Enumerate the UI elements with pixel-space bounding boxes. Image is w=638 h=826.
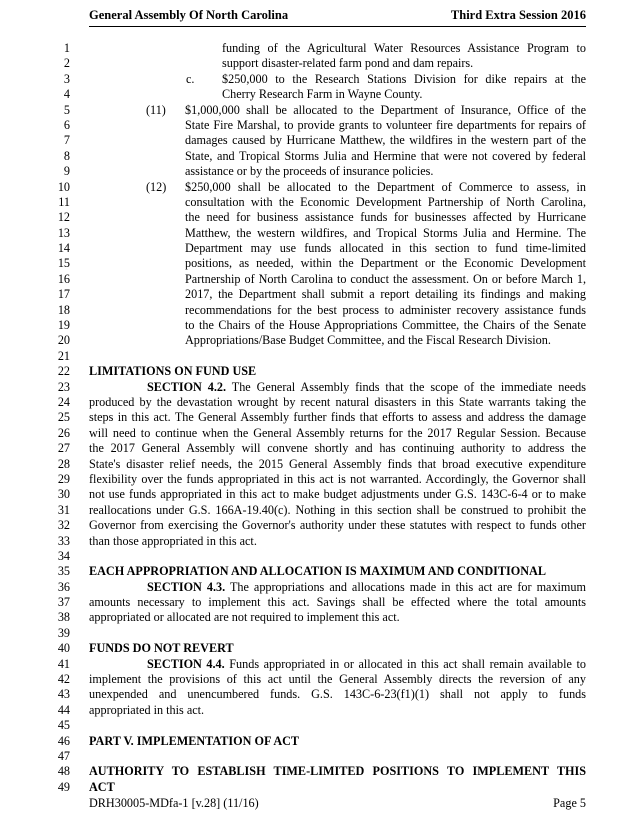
line-text bbox=[185, 226, 586, 241]
text-run: State Fire Marshal, to provide grants to volunteer fire departments for repairs of bbox=[185, 117, 586, 132]
line-number: 4 bbox=[63, 87, 70, 102]
section-heading bbox=[89, 641, 586, 656]
line-text bbox=[185, 241, 586, 256]
document-line bbox=[0, 72, 638, 87]
item-marker: (12) bbox=[146, 179, 167, 194]
line-number: 27 bbox=[57, 441, 70, 456]
document-line bbox=[0, 487, 638, 502]
line-text bbox=[222, 72, 586, 87]
line-text bbox=[89, 395, 586, 410]
line-text bbox=[89, 487, 586, 502]
line-number: 30 bbox=[57, 487, 70, 502]
document-line bbox=[0, 749, 638, 764]
text-run: $250,000 to the Research Stations Division for dike repairs at the bbox=[222, 71, 586, 86]
line-text bbox=[89, 457, 586, 472]
line-number: 1 bbox=[63, 41, 70, 55]
section-heading bbox=[89, 564, 586, 579]
line-number: 29 bbox=[57, 471, 70, 486]
line-text bbox=[89, 595, 586, 610]
line-number: 43 bbox=[57, 687, 70, 702]
item-marker: c. bbox=[186, 71, 195, 86]
document-line bbox=[0, 226, 638, 241]
text-run: The General Assembly finds that the scope of the immediate needs bbox=[226, 379, 586, 394]
text-run: the 2017 General Assembly will convene shortly and has continuing authority to address the bbox=[89, 441, 586, 456]
line-number: 47 bbox=[57, 748, 70, 763]
line-number: 10 bbox=[57, 179, 70, 194]
document-line bbox=[0, 595, 638, 610]
document-line bbox=[0, 241, 638, 256]
line-text bbox=[89, 380, 586, 395]
document-line bbox=[0, 149, 638, 164]
text-run: Department may use funds allocated in this section to fund time-limited bbox=[185, 241, 586, 256]
document-line bbox=[0, 364, 638, 379]
line-number: 36 bbox=[57, 579, 70, 594]
heading-text: PART V. IMPLEMENTATION OF ACT bbox=[89, 733, 300, 748]
document-line bbox=[0, 195, 638, 210]
line-number: 21 bbox=[57, 348, 70, 363]
line-number: 22 bbox=[57, 364, 70, 379]
line-number: 7 bbox=[63, 133, 70, 148]
document-line bbox=[0, 672, 638, 687]
document-line bbox=[0, 441, 638, 456]
document-line bbox=[0, 333, 638, 348]
document-body bbox=[0, 41, 638, 795]
line-number: 28 bbox=[57, 456, 70, 471]
line-text bbox=[222, 41, 586, 56]
document-line bbox=[0, 626, 638, 641]
line-text bbox=[185, 303, 586, 318]
section-number: SECTION 4.4. bbox=[147, 656, 225, 671]
line-number: 32 bbox=[57, 518, 70, 533]
line-number: 35 bbox=[57, 564, 70, 579]
document-line bbox=[0, 210, 638, 225]
document-line bbox=[0, 410, 638, 425]
line-text bbox=[185, 210, 586, 225]
text-run: steps in this act. The General Assembly further finds that efforts to assess and address the damage bbox=[89, 410, 586, 425]
line-text bbox=[185, 103, 586, 118]
line-text bbox=[89, 672, 586, 687]
document-line bbox=[0, 734, 638, 749]
text-run: 2017, the Department shall submit a report detailing its findings and making bbox=[185, 287, 586, 302]
line-number: 9 bbox=[63, 164, 70, 179]
text-run: reallocations under G.S. 166A-19.40(c). Nothing in this section shall be construed to prohibit the bbox=[89, 502, 586, 517]
line-number: 8 bbox=[63, 148, 70, 163]
line-text bbox=[89, 472, 586, 487]
line-text bbox=[185, 287, 586, 302]
document-line bbox=[0, 564, 638, 579]
footer-doc-id: DRH30005-MDfa-1 [v.28] (11/16) bbox=[89, 796, 259, 810]
line-number: 23 bbox=[57, 379, 70, 394]
section-number: SECTION 4.3. bbox=[147, 579, 226, 594]
line-text bbox=[185, 318, 586, 333]
text-run: Appropriations/Base Budget Committee, and the Fiscal Research Division. bbox=[185, 333, 551, 348]
document-line bbox=[0, 133, 638, 148]
text-run: amounts necessary to implement this act. Savings shall be effected where the total amounts bbox=[89, 595, 586, 610]
text-run: consultation with the Economic Development Partnership of North Carolina, bbox=[185, 194, 586, 209]
text-run: funding of the Agricultural Water Resources Assistance Program to bbox=[222, 41, 586, 55]
header-title: General Assembly Of North Carolina bbox=[89, 8, 289, 22]
text-run: not use funds appropriated in this act to make budget adjustments under G.S. 143C-6-4 or to make bbox=[89, 487, 586, 502]
heading-text: AUTHORITY TO ESTABLISH TIME-LIMITED POSITIONS TO IMPLEMENT THIS bbox=[89, 764, 586, 779]
document-line bbox=[0, 272, 638, 287]
line-text bbox=[89, 518, 586, 533]
item-marker: (11) bbox=[146, 102, 166, 117]
document-line bbox=[0, 395, 638, 410]
line-number: 40 bbox=[57, 641, 70, 656]
text-run: Cherry Research Farm in Wayne County. bbox=[222, 87, 423, 102]
line-number: 42 bbox=[57, 672, 70, 687]
text-run: flexibility over the funds appropriated in this act is not warranted. Accordingly, the Governor shall bbox=[89, 471, 586, 486]
document-line bbox=[0, 657, 638, 672]
text-run: Matthew, the western wildfires, and Tropical Storms Julia and Hermine. The bbox=[185, 225, 586, 240]
line-number: 12 bbox=[57, 210, 70, 225]
text-run: than those appropriated in this act. bbox=[89, 533, 257, 548]
text-run: $1,000,000 shall be allocated to the Department of Insurance, Office of the bbox=[185, 102, 586, 117]
header-session: Third Extra Session 2016 bbox=[450, 8, 586, 22]
document-line bbox=[0, 41, 638, 56]
line-number: 44 bbox=[57, 702, 70, 717]
document-line bbox=[0, 180, 638, 195]
document-line bbox=[0, 349, 638, 364]
line-number: 15 bbox=[57, 256, 70, 271]
line-number: 38 bbox=[57, 610, 70, 625]
document-line bbox=[0, 472, 638, 487]
line-text bbox=[185, 180, 586, 195]
line-number: 11 bbox=[58, 194, 70, 209]
heading-text: LIMITATIONS ON FUND USE bbox=[89, 364, 257, 379]
text-run: the need for business assistance funds for businesses affected by Hurricane bbox=[185, 210, 586, 225]
line-number: 24 bbox=[57, 394, 70, 409]
line-text bbox=[185, 164, 586, 179]
heading-text: EACH APPROPRIATION AND ALLOCATION IS MAXIMUM AND CONDITIONAL bbox=[89, 564, 546, 579]
section-heading bbox=[89, 364, 586, 379]
text-run: State, and Tropical Storms Julia and Hermine that were not covered by federal bbox=[185, 148, 586, 163]
line-number: 34 bbox=[57, 548, 70, 563]
document-line bbox=[0, 318, 638, 333]
line-text bbox=[89, 610, 586, 625]
text-run: The appropriations and allocations made in this act are for maximum bbox=[225, 579, 586, 594]
line-number: 14 bbox=[57, 241, 70, 256]
line-number: 49 bbox=[57, 779, 70, 794]
line-number: 16 bbox=[57, 271, 70, 286]
text-run: appropriated in this act. bbox=[89, 702, 205, 717]
text-run: damages caused by Hurricane Matthew, the wildfires in the western part of the bbox=[185, 133, 586, 148]
line-number: 25 bbox=[57, 410, 70, 425]
text-run: Governor from exercising the Governor's authority under these statutes with respect to funds other bbox=[89, 518, 586, 533]
line-number: 45 bbox=[57, 718, 70, 733]
page-header bbox=[89, 8, 586, 27]
text-run: unexpended and unencumbered funds. G.S. 143C-6-23(f1)(1) shall not apply to funds bbox=[89, 687, 586, 702]
text-run: will need to continue when the General Assembly returns for the 2017 Regular Session. Because bbox=[89, 425, 586, 440]
document-line bbox=[0, 718, 638, 733]
line-text bbox=[185, 149, 586, 164]
document-line bbox=[0, 580, 638, 595]
line-number: 2 bbox=[63, 56, 70, 71]
line-number: 19 bbox=[57, 318, 70, 333]
document-line bbox=[0, 426, 638, 441]
line-text bbox=[89, 657, 586, 672]
line-text bbox=[89, 687, 586, 702]
document-line bbox=[0, 641, 638, 656]
text-run: positions, as needed, within the Department or the Economic Development bbox=[185, 256, 586, 271]
document-line bbox=[0, 503, 638, 518]
line-text bbox=[89, 534, 586, 549]
line-text bbox=[89, 426, 586, 441]
heading-text: ACT bbox=[89, 779, 115, 794]
text-run: Funds appropriated in or allocated in this act shall remain available to bbox=[224, 656, 586, 671]
line-number: 39 bbox=[57, 625, 70, 640]
text-run: Partnership of North Carolina to conduct the assessment. On or before March 1, bbox=[185, 271, 586, 286]
document-line bbox=[0, 118, 638, 133]
line-number: 17 bbox=[57, 287, 70, 302]
line-text bbox=[185, 118, 586, 133]
line-number: 48 bbox=[57, 764, 70, 779]
line-text bbox=[89, 580, 586, 595]
section-number: SECTION 4.2. bbox=[147, 379, 227, 394]
document-line bbox=[0, 103, 638, 118]
line-text bbox=[89, 503, 586, 518]
text-run: $250,000 shall be allocated to the Department of Commerce to assess, in bbox=[185, 179, 586, 194]
text-run: assistance or by the proceeds of insurance policies. bbox=[185, 164, 434, 179]
line-text bbox=[185, 256, 586, 271]
line-text bbox=[185, 195, 586, 210]
heading-text: FUNDS DO NOT REVERT bbox=[89, 641, 234, 656]
line-text bbox=[222, 87, 586, 102]
text-run: State's disaster relief needs, the 2015 General Assembly finds that broad executive expenditure bbox=[89, 456, 586, 471]
section-heading bbox=[89, 780, 586, 795]
line-text bbox=[222, 56, 586, 71]
document-line bbox=[0, 687, 638, 702]
line-number: 20 bbox=[57, 333, 70, 348]
footer-page-number: Page 5 bbox=[553, 796, 586, 810]
document-line bbox=[0, 56, 638, 71]
document-line bbox=[0, 164, 638, 179]
document-line bbox=[0, 87, 638, 102]
document-line bbox=[0, 380, 638, 395]
line-number: 31 bbox=[57, 502, 70, 517]
line-number: 18 bbox=[57, 302, 70, 317]
document-line bbox=[0, 549, 638, 564]
document-line bbox=[0, 610, 638, 625]
line-number: 41 bbox=[57, 656, 70, 671]
line-number: 3 bbox=[63, 71, 70, 86]
document-line bbox=[0, 287, 638, 302]
text-run: recommendations for the best process to administer recovery assistance funds bbox=[185, 302, 586, 317]
section-heading bbox=[89, 764, 586, 779]
line-number: 5 bbox=[63, 102, 70, 117]
document-line bbox=[0, 518, 638, 533]
line-text bbox=[89, 441, 586, 456]
section-heading bbox=[89, 734, 586, 749]
line-text bbox=[185, 272, 586, 287]
line-number: 13 bbox=[57, 225, 70, 240]
line-number: 46 bbox=[57, 733, 70, 748]
line-number: 37 bbox=[57, 595, 70, 610]
line-number: 26 bbox=[57, 425, 70, 440]
text-run: to the Chairs of the House Appropriations Committee, the Chairs of the Senate bbox=[185, 318, 586, 333]
document-line bbox=[0, 534, 638, 549]
text-run: implement the provisions of this act until the General Assembly directs the reversion of any bbox=[89, 672, 586, 687]
line-number: 6 bbox=[63, 117, 70, 132]
text-run: appropriated or allocated are not required to implement this act. bbox=[89, 610, 400, 625]
document-line bbox=[0, 703, 638, 718]
line-text bbox=[89, 410, 586, 425]
line-number: 33 bbox=[57, 533, 70, 548]
line-text bbox=[185, 133, 586, 148]
text-run: produced by the devastation wrought by recent natural disasters in this State warrants taking the bbox=[89, 394, 586, 409]
document-line bbox=[0, 780, 638, 795]
text-run: support disaster-related farm pond and dam repairs. bbox=[222, 56, 474, 71]
document-line bbox=[0, 764, 638, 779]
line-text bbox=[89, 703, 586, 718]
document-line bbox=[0, 256, 638, 271]
document-line bbox=[0, 303, 638, 318]
line-text bbox=[185, 333, 586, 348]
document-line bbox=[0, 457, 638, 472]
